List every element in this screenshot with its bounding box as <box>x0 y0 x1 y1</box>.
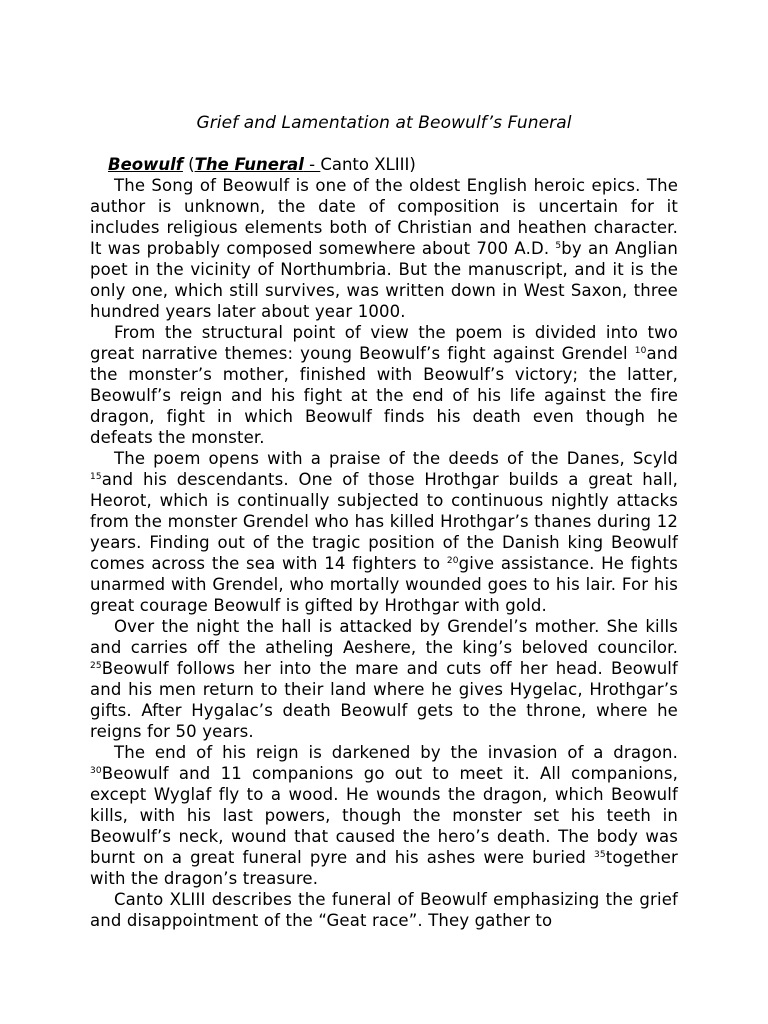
document-title: Grief and Lamentation at Beowulf’s Funeral <box>196 113 572 133</box>
line-number: 5 <box>555 241 562 251</box>
heading-canto: Canto XLIII) <box>320 155 416 174</box>
paragraph-text: and the monster’s mother, finished with Beowulf’s victory; the latter, Beowulf’s reign and his fight at the end of his life against the fire dragon, fight in which Beowulf finds his death even though he defeats the monster. <box>90 344 678 447</box>
paragraph-2 <box>90 322 678 448</box>
heading-section-name: The Funeral <box>194 155 304 174</box>
line-number: 15 <box>90 472 102 482</box>
paragraph-text: The poem opens with a praise of the deeds of the Danes, Scyld <box>114 449 678 468</box>
heading-work-title: Beowulf <box>108 155 183 174</box>
paragraph-5 <box>90 742 678 889</box>
paragraph-text: The end of his reign is darkened by the invasion of a dragon. <box>114 743 678 762</box>
line-number: 35 <box>593 850 606 860</box>
paragraph-1 <box>90 175 678 322</box>
paragraph-text: The Song of Beowulf is one of the oldest English heroic epics. The author is unknown, the date of composition is uncertain for it includes religious elements both of Christian and heathen character. It was probably composed somewhere about 700 A.D. <box>90 176 678 258</box>
paragraph-text: and his descendants. One of those Hrothgar builds a great hall, Heorot, which is continually subjected to continuous nightly attacks from the monster Grendel who has killed Hrothgar’s thanes during 12 years. Finding out of the tragic position of the Danish king Beowulf comes across the sea with 14 fighters to <box>90 470 678 573</box>
line-number: 10 <box>634 346 647 356</box>
paragraph-text: Canto XLIII describes the funeral of Beowulf emphasizing the grief and disappointment of the “Geat race”. They gather to <box>90 890 678 930</box>
paragraph-text: From the structural point of view the poem is divided into two great narrative themes: young Beowulf’s fight against Grendel <box>90 323 678 363</box>
paragraph-text: Beowulf and 11 companions go out to meet it. All companions, except Wyglaf fly to a wood. He wounds the dragon, which Beowulf kills, with his last powers, though the monster set his teeth in Beowulf’s neck, wound that caused the hero’s death. The body was burnt on a great funeral pyre and his ashes were buried <box>90 764 678 867</box>
heading-open-paren: ( <box>182 155 195 174</box>
paragraph-text: Beowulf follows her into the mare and cuts off her head. Beowulf and his men return to their land where he gives Hygelac, Hrothgar’s gifts. After Hygalac’s death Beowulf gets to the throne, where he reigns for 50 years. <box>90 659 678 741</box>
paragraph-text: together with the dragon’s treasure. <box>90 848 678 888</box>
paragraph-text: by an Anglian poet in the vicinity of Northumbria. But the manuscript, and it is the only one, which still survives, was written down in West Saxon, three hundred years later about year 1000. <box>90 239 679 321</box>
line-number: 25 <box>90 661 102 671</box>
paragraph-3 <box>90 448 678 616</box>
line-number: 20 <box>446 556 459 566</box>
paragraph-text: give assistance. He fights unarmed with Grendel, who mortally wounded goes to his lair. For his great courage Beowulf is gifted by Hrothgar with gold. <box>90 554 678 615</box>
document-page <box>90 110 678 931</box>
section-heading <box>90 154 678 175</box>
paragraph-4 <box>90 616 678 742</box>
heading-dash: - <box>303 155 321 174</box>
paragraph-text: Over the night the hall is attacked by Grendel’s mother. She kills and carries off the atheling Aeshere, the king’s beloved councilor. <box>90 617 678 657</box>
line-number: 30 <box>90 766 102 776</box>
paragraph-6 <box>90 889 678 931</box>
